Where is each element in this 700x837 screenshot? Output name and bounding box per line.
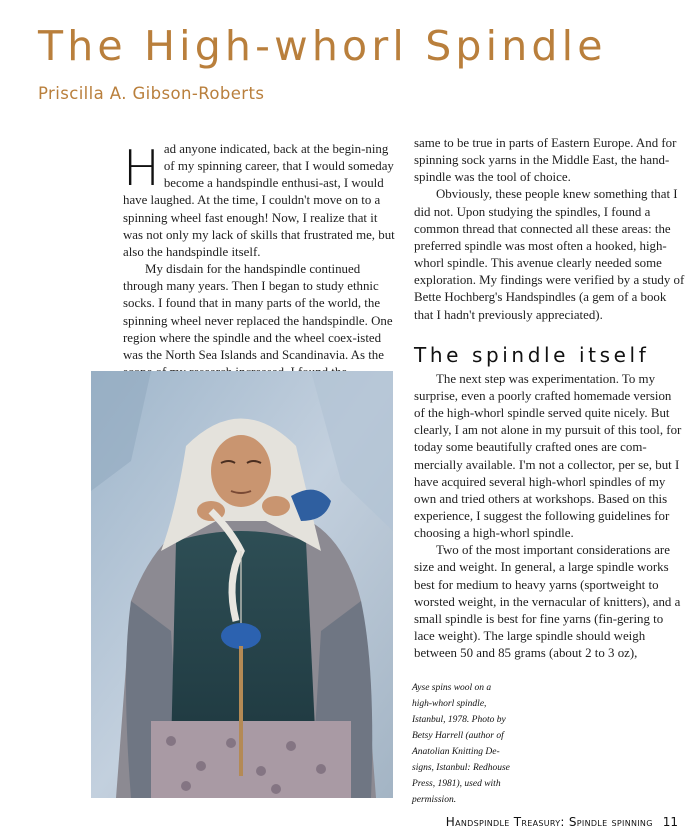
text-column-left bbox=[123, 141, 398, 381]
paragraph: Two of the most important considerations are size and weight. In general, a large spindle works best for medium to heavy yarns (sportweight to worsted weight, in the vernacular of knitters), and a small spindle is best for fine yarns (fin-gering to lace weight). The large spindle should weigh between 50 and 85 grams (about 2 to 3 oz), bbox=[414, 543, 681, 661]
caption-line: Press, 1981), used with bbox=[412, 779, 501, 789]
paragraph: The next step was experimentation. To my surprise, even a poorly crafted homemade version of the high-whorl spindle served quite nicely. But clearly, I am not alone in my pursuit of this tool, for today some beautifully crafted ones are com-mercially available. I'm not a collector, per se, but I have acquired several high-whorl spindles of my own and tried others at workshops. Based on this experience, I suggest the following guidelines for choosing a high-whorl spindle. bbox=[414, 371, 682, 541]
article-title: The High-whorl Spindle bbox=[38, 22, 607, 70]
paragraph: My disdain for the handspindle continued through many years. Then I began to study ethnic socks. I found that in many parts of the world, the spinning wheel never replaced the handspindle. One region where the spindle and the wheel coex-isted was the North Sea Islands and Scandinavia. As the bbox=[123, 262, 393, 362]
caption-line: high-whorl spindle, bbox=[412, 699, 487, 709]
paragraph-text: ad anyone indicated, back at the begin-ning of my spinning career, that I would someday become a handspindle enthusi-ast, I would have laughed. At the time, I couldn't move on to a spinning wheel fast enough! Now, I realize that it was not only my lack of skills that frustrated me, but also the handspindle itself. bbox=[123, 142, 395, 259]
drop-cap: H bbox=[123, 140, 160, 197]
page-footer bbox=[446, 815, 678, 829]
running-title: Handspindle Treasury: Spindle spinning bbox=[445, 815, 653, 829]
caption-line: Anatolian Knitting De- bbox=[412, 747, 500, 757]
paragraph: same to be true in parts of Eastern Europe. And for spinning sock yarns in the Middle East, the hand-spindle was the tool of choice. bbox=[414, 136, 677, 185]
caption-line: Ayse spins wool on a bbox=[412, 683, 492, 693]
paragraph: Obviously, these people knew something that I did not. Upon studying the spindles, I found a common thread that connected all these areas: the preferred spindle was most often a hooked, high-whorl spindle. This avenue clearly needed some exploration. My findings were verified by a study of Bette Hochberg's Handspindles (a gem of a book that I hadn't previously appreciated). bbox=[414, 187, 685, 322]
section-heading: The spindle itself bbox=[414, 342, 650, 367]
photo-woman-spinning bbox=[91, 371, 393, 798]
page-number: 11 bbox=[662, 815, 678, 829]
author-byline: Priscilla A. Gibson-Roberts bbox=[38, 84, 265, 103]
caption-line: Istanbul, 1978. Photo by bbox=[412, 715, 506, 725]
photo-caption bbox=[412, 680, 532, 808]
paragraph bbox=[123, 141, 398, 261]
photo-illustration bbox=[91, 371, 393, 798]
caption-line: Betsy Harrell (author of bbox=[412, 731, 504, 741]
caption-line: permission. bbox=[412, 795, 457, 805]
text-column-right bbox=[414, 135, 685, 662]
caption-line: signs, Istanbul: Redhouse bbox=[412, 763, 510, 773]
